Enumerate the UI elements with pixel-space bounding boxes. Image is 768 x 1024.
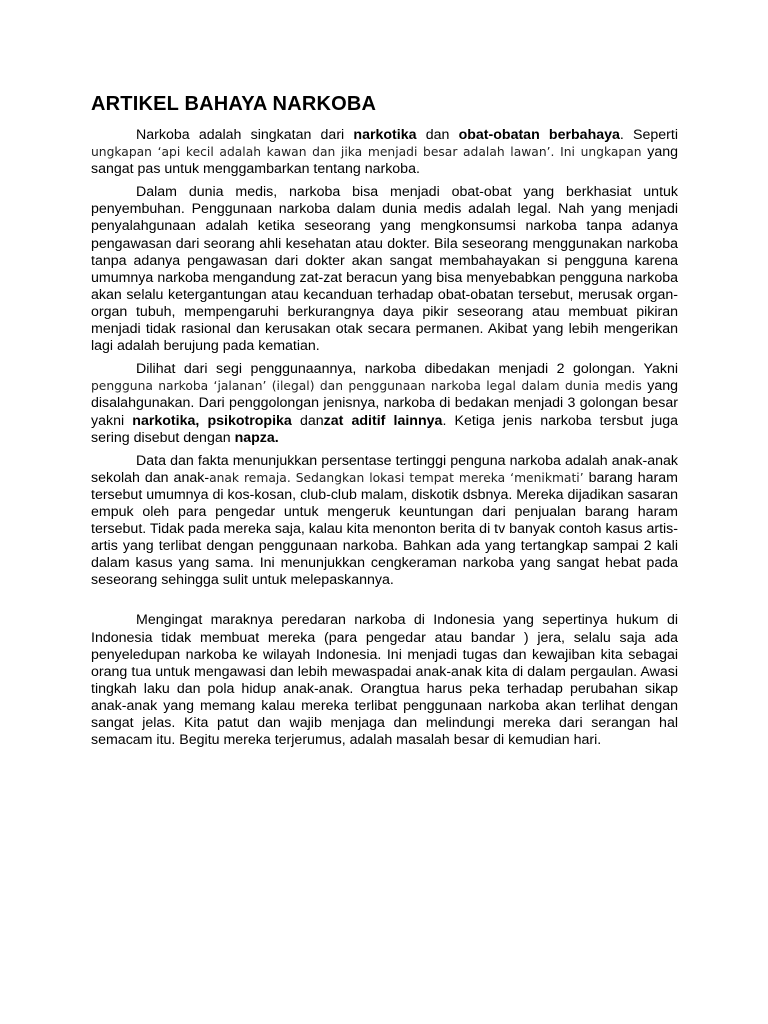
categories-text-3: dan: [291, 412, 324, 429]
facts-text-1: Data dan fakta menunjukkan persentase tertinggi penguna narkoba adalah anak-anak sekolah dan anak-: [91, 452, 678, 486]
paragraph-categories: [91, 361, 678, 446]
term-narkotika-psikotropika: narkotika, psikotropika: [132, 412, 292, 429]
facts-location-text: anak remaja. Sedangkan lokasi tempat mereka ‘menikmati’: [209, 470, 584, 485]
paragraph-medical: Dalam dunia medis, narkoba bisa menjadi obat-obat yang berkhasiat untuk penyembuhan. Penggunaan narkoba dalam dunia medis adalah legal. Nah yang menjadi penyalahgunaan adalah ketika seseorang yang mengkonsumsi narkoba tanpa adanya pengawasan dari seorang ahli kesehatan atau dokter. Bila seseorang menggunakan narkoba tanpa adanya pengawasan dari dokter akan sangat membahayakan si pengguna karena umumnya narkoba mengandung zat-zat beracun yang bisa menyebabkan pengguna narkoba akan selalu ketergantungan atau kecanduan terhadap obat-obatan tersebut, merusak organ-organ tubuh, mempengaruhi berkurangnya daya pikir seseorang atau membuat pikiran menjadi tidak rasional dan kerusakan otak secara permanen. Akibat yang lebih mengerikan lagi adalah berujung pada kematian.: [91, 184, 678, 355]
paragraph-conclusion: Mengingat maraknya peredaran narkoba di Indonesia yang sepertinya hukum di Indonesia tidak membuat mereka (para pengedar atau bandar ) jera, selalu saja ada penyeledupan narkoba ke wilayah Indonesia. Ini menjadi tugas dan kewajiban kita sebagai orang tua untuk mengawasi dan lebih mewaspadai anak-anak kita di dalam pergaulan. Awasi tingkah laku dan pola hidup anak-anak. Orangtua harus peka terhadap perubahan sikap anak-anak yang memang kalau mereka terlibat penggunaan narkoba akan terlihat dengan sangat jelas. Kita patut dan wajib menjaga dan melindungi mereka dari serangan hal semacam itu. Begitu mereka terjerumus, adalah masalah besar di kemudian hari.: [91, 612, 678, 749]
term-obat-obatan-berbahaya: obat-obatan berbahaya: [458, 127, 620, 143]
intro-text-4: yang sangat pas untuk menggambarkan tentang narkoba.: [91, 144, 678, 178]
term-napza: napza.: [234, 429, 279, 446]
paragraph-facts: [91, 453, 678, 590]
intro-text-2: dan: [416, 127, 459, 143]
facts-text-2: barang haram tersebut umumnya di kos-kosan, club-club malam, diskotik dsbnya. Mereka dijadikan sasaran empuk oleh para pengedar untuk mengeruk keuntungan dari penjualan barang haram tersebut. Tidak pada mereka saja, kalau kita menonton berita di tv banyak contoh kasus artis-artis yang terlibat dengan penggunaan narkoba. Bahkan ada yang tertangkap sampai 2 kali dalam kasus yang sama. Ini menunjukkan cengkeraman narkoba yang sangat hebat pada seseorang sehingga sulit untuk melepaskannya.: [91, 469, 678, 589]
term-narkotika: narkotika: [353, 127, 417, 143]
categories-text-2: yang disalahgunakan. Dari penggolongan jenisnya, narkoba di bedakan menjadi 3 golongan besar yakni: [91, 378, 678, 429]
categories-text-1: Dilihat dari segi penggunaannya, narkoba dibedakan menjadi 2 golongan. Yakni: [136, 361, 678, 378]
paragraph-intro: [91, 127, 678, 178]
categories-text-4: . Ketiga jenis narkoba tersbut juga sering disebut dengan: [91, 412, 679, 446]
document-page: [91, 92, 678, 755]
categories-users-text: pengguna narkoba ‘jalanan’ (ilegal) dan penggunaan narkoba legal dalam dunia medis: [91, 379, 642, 394]
article-title: ARTIKEL BAHAYA NARKOBA: [91, 93, 377, 115]
intro-text-1: Narkoba adalah singkatan dari: [136, 127, 354, 143]
term-zat-aditif: zat aditif lainnya: [323, 412, 443, 429]
intro-quote: ungkapan ‘api kecil adalah kawan dan jika menjadi besar adalah lawan’. Ini ungkapan: [91, 145, 642, 160]
intro-text-3: . Seperti: [619, 127, 678, 143]
